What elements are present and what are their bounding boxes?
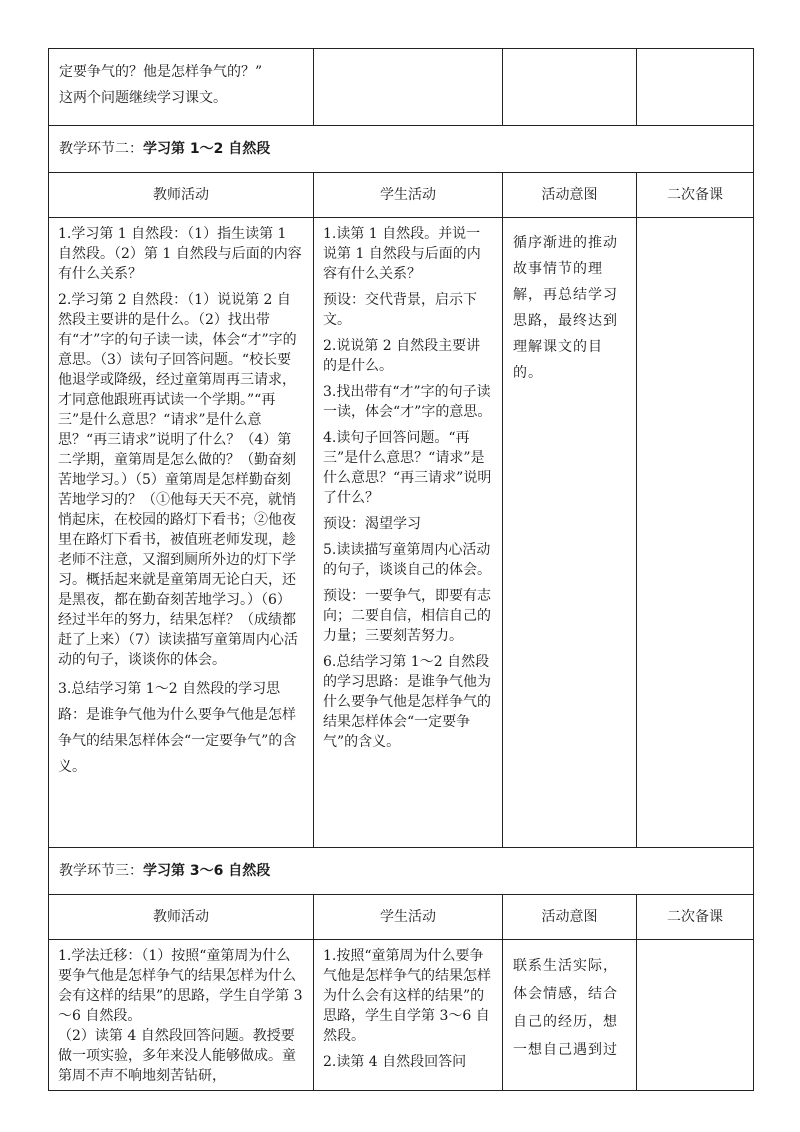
- section3-header-row: [49, 895, 754, 940]
- lesson-plan-table: [48, 48, 754, 1091]
- section2-student-item-3: 2.说说第 2 自然段主要讲的是什么。: [323, 338, 481, 374]
- section2-student-item-5: 4.读句子回答问题。“再三”是什么意思？“请求”是什么意思？“再三请求”说明了什么？: [323, 430, 492, 506]
- top-fragment-student: [314, 49, 503, 126]
- top-fragment-backup: [637, 49, 754, 126]
- section2-student-item-1: 1.读第 1 自然段。并说一说第 1 自然段与后面的内容有什么关系？: [323, 226, 481, 282]
- section2-teacher-item-3: 3.总结学习第 1～2 自然段的学习思路：是谁争气他为什么要争气他是怎样争气的结果怎样体会“一定要争气”的含义。: [58, 681, 297, 775]
- section3-student-activity: [314, 940, 503, 1091]
- section2-student-item-8: 预设：一要争气，即要有志向；二要自信，相信自己的力量；三要刻苦努力。: [323, 588, 491, 644]
- section2-teacher-item-1: 1.学习第 1 自然段：（1）指生读第 1 自然段。（2）第 1 自然段与后面的内容有什么关系？: [58, 226, 302, 282]
- section3-title-cell: [49, 848, 754, 895]
- section2-title-row: [49, 126, 754, 173]
- section3-title-row: [49, 848, 754, 895]
- section3-student-item-1: 1.按照“童第周为什么要争气他是怎样争气的结果怎样为什么会有这样的结果”的思路，学生自学第 3～6 自然段。: [323, 948, 491, 1044]
- section3-student-item-2: 2.读第 4 自然段回答问: [323, 1054, 467, 1070]
- section3-header-student: 学生活动: [314, 895, 503, 940]
- section2-prefix: 教学环节二：: [59, 141, 143, 157]
- section3-prefix: 教学环节三：: [59, 863, 143, 879]
- section2-student-item-4: 3.找出带有“才”字的句子读一读，体会“才”字的意思。: [323, 384, 492, 420]
- section3-teacher-item-2: （2）读第 4 自然段回答问题。教授要做一项实验，多年来没人能够做成。童第周不声不响地刻苦钻研，: [58, 1028, 296, 1084]
- section2-student-item-2: 预设：交代背景，启示下文。: [323, 292, 477, 328]
- section2-activity-intent: 循序渐进的推动故事情节的理解，再总结学习思路，最终达到理解课文的目的。: [503, 218, 637, 848]
- section2-teacher-item-2: 2.学习第 2 自然段：（1）说说第 2 自然段主要讲的是什么。（2）找出带有“才”字的句子读一读，体会“才”字的意思。（3）读句子回答问题。“校长要他退学或降级，经过童第周再三请求，才同意他跟班再试读一个学期。”“再三”是什么意思？“请求”是什么意思？“再三请求”说明了什么？（4）第二学期，童第周是怎么做的？（勤奋刻苦地学习。）（5）童第周是怎样勤奋刻苦地学习的？（①他每天天不亮，就悄悄起床，在校园的路灯下看书；②他夜里在路灯下看书，被值班老师发现，趁老师不注意，又溜到厕所外边的灯下学习。概括起来就是童第周无论白天，还是黑夜，都在勤奋刻苦地学习。）（6）经过半年的努力，结果怎样？（成绩都赶了上来）（7）读读描写童第周内心活动的句子，谈谈你的体会。: [58, 292, 298, 668]
- top-fragment-line2: 这两个问题继续学习课文。: [59, 90, 227, 106]
- section3-header-intent: 活动意图: [503, 895, 637, 940]
- section3-header-backup: 二次备课: [637, 895, 754, 940]
- section2-student-item-9: 6.总结学习第 1～2 自然段的学习思路：是谁争气他为什么要争气他是怎样争气的结果怎样体会“一定要争气”的含义。: [323, 654, 491, 750]
- section3-activity-intent: 联系生活实际，体会情感，结合自己的经历，想一想自己遇到过: [503, 940, 637, 1091]
- section2-student-item-6: 预设：渴望学习: [323, 516, 421, 532]
- section3-title: 学习第 3～6 自然段: [143, 863, 271, 879]
- section3-header-teacher: 教师活动: [49, 895, 314, 940]
- section2-backup: [637, 218, 754, 848]
- section2-header-intent: 活动意图: [503, 173, 637, 218]
- section2-title: 学习第 1～2 自然段: [143, 141, 271, 157]
- section2-student-activity: [314, 218, 503, 848]
- section2-student-item-7: 5.读读描写童第周内心活动的句子，谈谈自己的体会。: [323, 542, 491, 578]
- section2-teacher-activity: [49, 218, 314, 848]
- lesson-plan-page: [48, 48, 753, 1091]
- section3-backup: [637, 940, 754, 1091]
- section3-teacher-activity: [49, 940, 314, 1091]
- section2-header-row: [49, 173, 754, 218]
- section2-header-student: 学生活动: [314, 173, 503, 218]
- top-fragment-teacher: [49, 49, 314, 126]
- top-fragment-intent: [503, 49, 637, 126]
- section2-header-teacher: 教师活动: [49, 173, 314, 218]
- top-fragment-line1: 定要争气的？他是怎样争气的？”: [59, 64, 263, 80]
- section2-content-row: [49, 218, 754, 848]
- section3-content-row: [49, 940, 754, 1091]
- section2-title-cell: [49, 126, 754, 173]
- section2-header-backup: 二次备课: [637, 173, 754, 218]
- section3-teacher-item-1: 1.学法迁移：（1）按照“童第周为什么要争气他是怎样争气的结果怎样为什么会有这样的结果”的思路，学生自学第 3～6 自然段。: [58, 948, 303, 1024]
- top-fragment-row: [49, 49, 754, 126]
